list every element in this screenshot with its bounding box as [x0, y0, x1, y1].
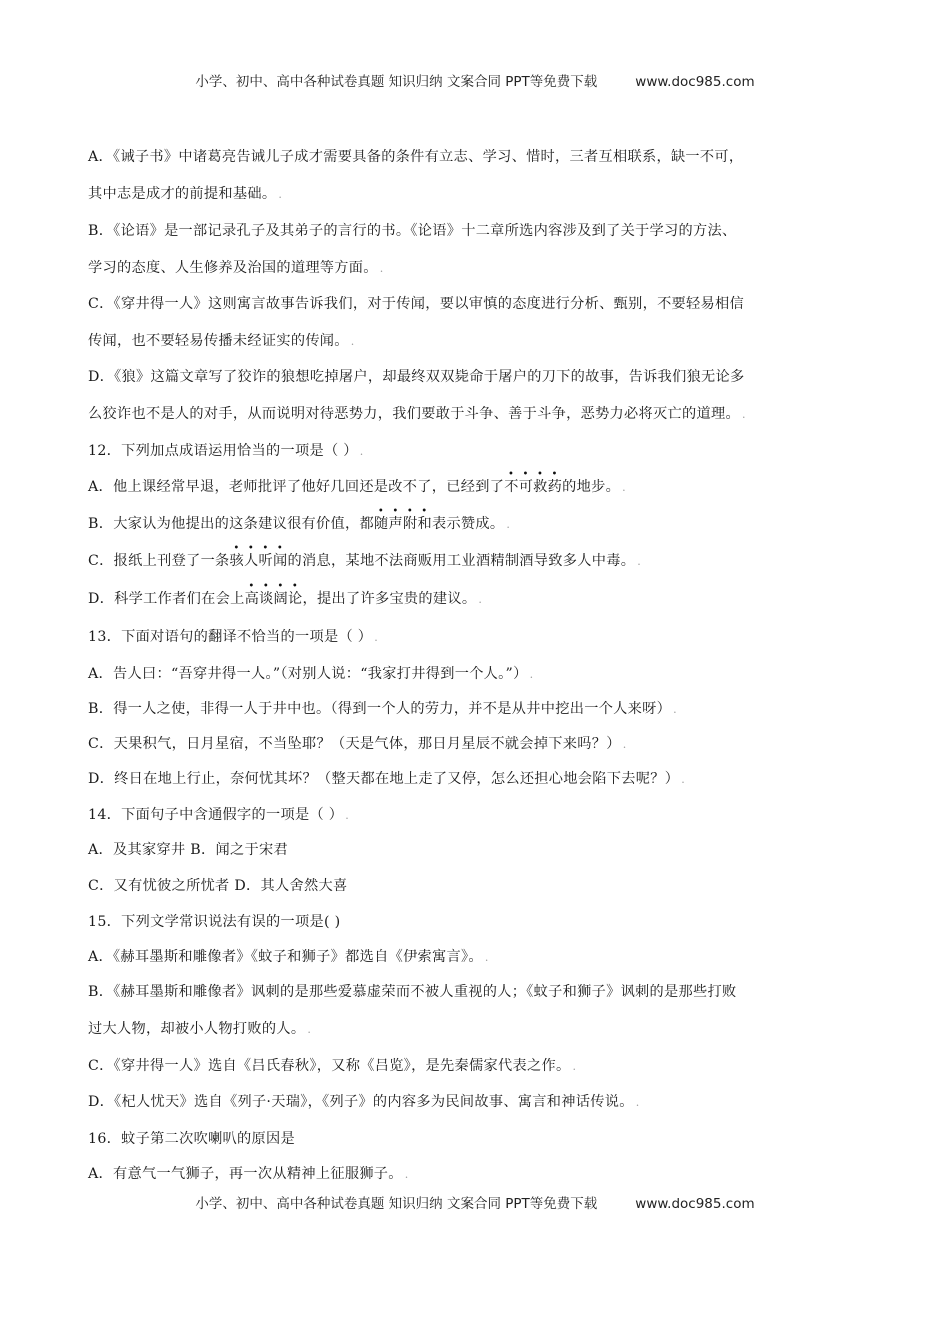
q15-option-c: C．《穿井得一人》选自《吕氏春秋》，又称《吕览》，是先秦儒家代表之作。 . — [88, 1058, 577, 1074]
q12-stem: 12．下列加点成语运用恰当的一项是（ ） . — [88, 443, 364, 459]
q12-option-d: D．科学工作者们在会上 • • • • 高谈阔论，提出了许多宝贵的建议。 . — [88, 581, 483, 607]
q14-options-cd: C．又有忧彼之所忧者 D．其人舍然大喜 — [88, 878, 348, 894]
q14-stem: 14．下面句子中含通假字的一项是（ ） . — [88, 807, 350, 823]
page-header — [0, 70, 950, 90]
q11-option-c-line2: 传闻，也不要轻易传播未经证实的传闻。 . — [88, 333, 355, 349]
q14-options-ab: A．及其家穿井 B．闻之于宋君 — [88, 842, 288, 858]
q12-option-c: C．报纸上刊登了一条 • • • • 骇人听闻的消息，某地不法商贩用工业酒精制酒导致多人中毒。 . — [88, 543, 641, 569]
q15-option-b-line2: 过大人物，却被小人物打败的人。 . — [88, 1021, 312, 1037]
footer-text: 小学、初中、高中各种试卷真题 知识归纳 文案合同 PPT等免费下载 — [195, 1196, 598, 1212]
header-text: 小学、初中、高中各种试卷真题 知识归纳 文案合同 PPT等免费下载 — [195, 74, 598, 90]
header-site: www.doc985.com — [635, 74, 755, 90]
q12-a-emphasized-idiom: • • • • 不可救药 — [504, 469, 563, 495]
q13-stem: 13．下面对语句的翻译不恰当的一项是（ ） . — [88, 629, 379, 645]
q11-option-a-line2: 其中志是成才的前提和基础。 . — [88, 186, 283, 202]
footer-site: www.doc985.com — [635, 1196, 755, 1212]
q12-b-emphasized-idiom: • • • • 随声附和 — [374, 506, 432, 532]
q13-option-b: B．得一人之使，非得一人于井中也。（得到一个人的劳力，并不是从井中挖出一个人来呀） . — [88, 701, 677, 717]
q15-option-a: A．《赫耳墨斯和雕像者》《蚊子和狮子》都选自《伊索寓言》。 . — [88, 949, 489, 965]
q12-option-b: B．大家认为他提出的这条建议很有价值，都 • • • • 随声附和表示赞成。 . — [88, 506, 511, 532]
q13-option-d: D．终日在地上行止，奈何忧其坏？（整天都在地上走了又停，怎么还担心地会陷下去呢？） . — [88, 771, 685, 787]
q11-option-d-line2: 么狡诈也不是人的对手，从而说明对待恶势力，我们要敢于斗争、善于斗争，恶势力必将灭亡的道理。 . — [88, 406, 746, 422]
q11-option-d-line1: D．《狼》这篇文章写了狡诈的狼想吃掉屠户，却最终双双毙命于屠户的刀下的故事，告诉我们狼无论多 — [88, 369, 745, 385]
q12-c-emphasized-idiom: • • • • 骇人听闻 — [229, 543, 288, 569]
q11-option-a-line1: A．《诫子书》中诸葛亮告诫儿子成才需要具备的条件有立志、学习、惜时，三者互相联系，缺一不可， — [88, 149, 744, 165]
q16-option-a: A．有意气一气狮子，再一次从精神上征服狮子。 . — [88, 1166, 409, 1182]
q13-option-c: C．天果积气，日月星宿，不当坠耶？（天是气体，那日月星辰不就会掉下来吗？） . — [88, 736, 627, 752]
q15-option-d: D．《杞人忧天》选自《列子·天瑞》，《列子》的内容多为民间故事、寓言和神话传说。 . — [88, 1094, 640, 1110]
q15-stem: 15．下列文学常识说法有误的一项是( ) — [88, 914, 341, 930]
q12-d-emphasized-idiom: • • • • 高谈阔论 — [244, 581, 303, 607]
q11-option-b-line2: 学习的态度、人生修养及治国的道理等方面。 . — [88, 260, 384, 276]
q16-stem: 16．蚊子第二次吹喇叭的原因是 — [88, 1131, 295, 1147]
q13-option-a: A．告人曰：“吾穿井得一人。”（对别人说：“我家打井得到一个人。”） . — [88, 666, 534, 682]
q15-option-b-line1: B．《赫耳墨斯和雕像者》讽刺的是那些爱慕虚荣而不被人重视的人；《蚊子和狮子》讽刺的是那些打败 — [88, 984, 737, 1000]
page-footer — [0, 1192, 950, 1212]
q11-option-b-line1: B．《论语》是一部记录孔子及其弟子的言行的书。《论语》十二章所选内容涉及到了关于学习的方法、 — [88, 223, 737, 239]
q11-option-c-line1: C．《穿井得一人》这则寓言故事告诉我们，对于传闻，要以审慎的态度进行分析、甄别，不要轻易相信 — [88, 296, 744, 312]
q12-option-a: A．他上课经常早退，老师批评了他好几回还是改不了，已经到了 • • • • 不可救药的地步。 . — [88, 469, 626, 495]
